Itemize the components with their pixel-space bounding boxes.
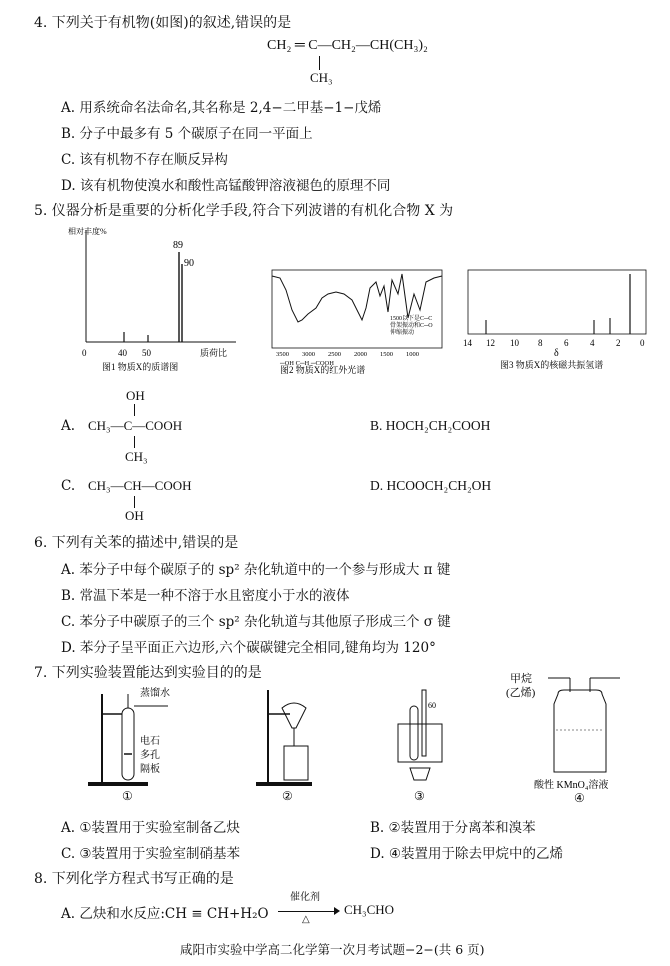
q7-apparatus-2 [250, 684, 330, 802]
app1-stand-base [88, 782, 148, 786]
q7-apparatus-3 [392, 684, 472, 802]
q8-option-a-right: CH₃CHO [344, 902, 395, 917]
app4-number: ④ [574, 791, 585, 804]
q5-option-a-bond-bottom [134, 436, 135, 448]
app1-label-plate-1: 多孔 [140, 750, 160, 761]
fig2-caption: 图2 物质X的红外光谱 [280, 365, 366, 374]
fig3-tick-4: 4 [590, 338, 595, 348]
q8-option-a-arrow-head [334, 907, 340, 915]
q4-formula-branch: CH₃ [310, 70, 333, 85]
q6-option-b: B. 常温下苯是一种不溶于水且密度小于水的液体 [61, 588, 350, 604]
fig3-frame [468, 270, 646, 334]
fig3-tick-6: 6 [564, 338, 569, 348]
fig2-tick-2500: 2500 [328, 351, 341, 358]
q5-option-c-label: C. [61, 478, 76, 494]
q8-option-a-catalyst: 催化剂 [290, 892, 320, 903]
q4-option-b: B. 分子中最多有 5 个碳原子在同一平面上 [61, 126, 313, 142]
q5-option-c-bond [134, 496, 135, 508]
app1-number: ① [122, 789, 133, 802]
app2-number: ② [282, 789, 293, 802]
app3-test-tube [410, 706, 418, 760]
fig2-tick-2000: 2000 [354, 351, 367, 358]
fig1-xlabel: 质荷比 [200, 348, 228, 358]
fig1-peak-label-89: 89 [173, 240, 183, 251]
q4-formula-bond [319, 56, 320, 70]
q5-option-c-main: CH₃—CH—COOH [88, 478, 192, 493]
q5-option-b: B. HOCH₂CH₂COOH [370, 418, 491, 433]
fig3-caption: 图3 物质X的核磁共振氢谱 [500, 360, 604, 370]
app1-test-tube [122, 708, 134, 780]
q6-option-c: C. 苯分子中碳原子的三个 sp² 杂化轨道与其他原子形成三个 σ 键 [61, 614, 451, 630]
q7-apparatus-1 [80, 684, 200, 802]
q8-option-a-condition: △ [302, 914, 310, 925]
q7-option-b: B. ②装置用于分离苯和溴苯 [370, 820, 536, 836]
q8-option-a-left: A. 乙炔和水反应:CH ≡ CH+H₂O [61, 906, 269, 922]
q5-figure2-ir-spectrum [250, 264, 450, 374]
q4-formula-main: CH₂ ═ C—CH₂—CH(CH₃)₂ [267, 38, 428, 53]
q5-stem: 5. 仪器分析是重要的分析化学手段,符合下列波谱的有机化合物 X 为 [34, 203, 454, 219]
fig2-note-2: 骨架振动和C─O [390, 323, 433, 329]
q6-option-d: D. 苯分子呈平面正六边形,六个碳碳键完全相同,键角均为 120° [61, 640, 436, 656]
q5-option-a-bond-top [134, 404, 135, 416]
q7-stem: 7. 下列实验装置能达到实验目的的是 [34, 665, 262, 681]
app1-label-water: 蒸馏水 [140, 688, 170, 699]
q6-stem: 6. 下列有关苯的描述中,错误的是 [34, 535, 239, 551]
app3-alcohol-lamp [410, 768, 430, 780]
fig3-tick-0: 0 [640, 338, 645, 348]
app1-label-carbide: 电石 [140, 736, 160, 747]
q7-option-a: A. ①装置用于实验室制备乙炔 [61, 820, 240, 836]
fig2-legend: ─OH C─H ─COOH [280, 360, 334, 367]
fig2-note-3: 伸缩振动 [390, 330, 415, 336]
fig3-tick-12: 12 [486, 338, 495, 348]
fig2-tick-3000: 3000 [302, 351, 315, 358]
app4-gas-label-2: (乙烯) [506, 687, 536, 699]
app3-water-bath [398, 724, 442, 762]
q8-stem: 8. 下列化学方程式书写正确的是 [34, 871, 234, 887]
page-footer: 咸阳市实验中学高二化学第一次月考试题−2−(共 6 页) [180, 942, 485, 957]
fig1-caption: 图1 物质X的质谱图 [102, 362, 179, 372]
q5-option-d: D. HCOOCH₂CH₂OH [370, 478, 492, 493]
fig1-ylabel: 相对丰度% [68, 227, 107, 236]
fig1-peak-label-90: 90 [184, 258, 194, 269]
app2-beaker [284, 746, 308, 780]
app4-gas-bottle [554, 690, 606, 772]
q5-option-a-bottom: CH₃ [125, 449, 148, 464]
q5-figure3-nmr-spectrum [460, 264, 660, 374]
fig3-tick-8: 8 [538, 338, 543, 348]
q5-figure1-mass-spectrum [66, 224, 246, 374]
q5-option-a-label: A. [61, 418, 76, 434]
q4-option-d: D. 该有机物使溴水和酸性高锰酸钾溶液褪色的原理不同 [61, 178, 391, 194]
fig2-spectrum-line [272, 274, 442, 322]
app3-number: ③ [414, 789, 425, 802]
fig1-tick-40: 40 [118, 348, 127, 358]
app2-stand-base [256, 782, 312, 786]
fig2-tick-1000: 1000 [406, 351, 419, 358]
q4-option-a: A. 用系统命名法命名,其名称是 2,4−二甲基−1−戊烯 [61, 100, 382, 116]
q4-option-c: C. 该有机物不存在顺反异构 [61, 152, 228, 168]
app4-gas-label-1: 甲烷 [510, 673, 532, 685]
q4-stem: 4. 下列关于有机物(如图)的叙述,错误的是 [34, 15, 292, 31]
q5-option-a-top: OH [126, 388, 145, 403]
q8-option-a-arrow-line [278, 911, 338, 912]
app3-thermometer [422, 690, 426, 756]
fig3-tick-2: 2 [616, 338, 621, 348]
app1-label-plate-2: 隔板 [140, 764, 160, 775]
fig2-tick-1500: 1500 [380, 351, 393, 358]
fig2-tick-3500: 3500 [276, 351, 289, 358]
q5-option-a-main: CH₃—C—COOH [88, 418, 183, 433]
fig1-tick-0: 0 [82, 348, 87, 358]
app3-temp-label: 60 [428, 701, 436, 710]
q5-option-c-bottom: OH [125, 508, 144, 523]
fig2-note-1: 1500以下是C─C [390, 316, 433, 322]
q7-option-d: D. ④装置用于除去甲烷中的乙烯 [370, 846, 564, 862]
app4-solution-label: 酸性 KMnO₄溶液 [534, 780, 609, 791]
fig3-tick-14: 14 [463, 338, 472, 348]
app2-separatory-funnel [282, 703, 306, 728]
q7-option-c: C. ③装置用于实验室制硝基苯 [61, 846, 241, 862]
fig3-delta: δ [554, 348, 559, 359]
q7-apparatus-4 [502, 664, 642, 804]
fig3-tick-10: 10 [510, 338, 519, 348]
q6-option-a: A. 苯分子中每个碳原子的 sp² 杂化轨道中的一个参与形成大 π 键 [61, 562, 451, 578]
fig1-tick-50: 50 [142, 348, 151, 358]
